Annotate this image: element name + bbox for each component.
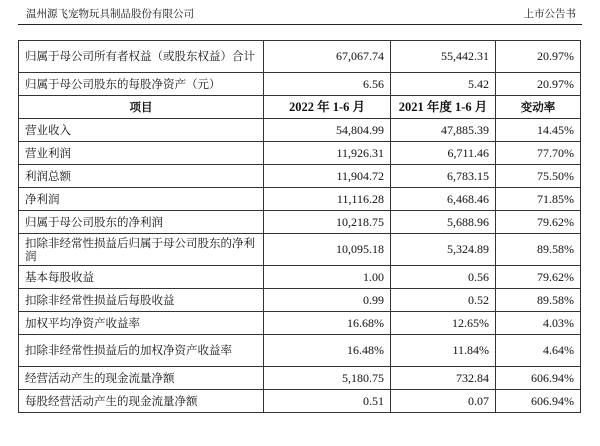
- value-2021: 12.65%: [391, 312, 496, 335]
- table-row: [19, 41, 581, 73]
- table-row: [19, 367, 581, 390]
- financial-summary-table: [18, 40, 581, 413]
- column-header-2021: 2021 年度 1-6 月: [391, 96, 496, 119]
- value-2021: 0.07: [391, 390, 496, 413]
- table-header-row: [19, 96, 581, 119]
- table-row: [19, 289, 581, 312]
- row-label: 归属于母公司股东的每股净资产（元）: [19, 73, 264, 96]
- row-label: 扣除非经常性损益后归属于母公司股东的净利润: [19, 234, 264, 266]
- value-2022: 11,904.72: [264, 165, 391, 188]
- change-rate: 14.45%: [496, 119, 581, 142]
- value-2022: 16.48%: [264, 335, 391, 367]
- change-rate: 89.58%: [496, 289, 581, 312]
- value-2022: 67,067.74: [264, 41, 391, 73]
- value-2021: 6,783.15: [391, 165, 496, 188]
- change-rate: 606.94%: [496, 367, 581, 390]
- value-2021: 5.42: [391, 73, 496, 96]
- table-row: [19, 165, 581, 188]
- row-label: 利润总额: [19, 165, 264, 188]
- column-header-change: 变动率: [496, 96, 581, 119]
- change-rate: 20.97%: [496, 41, 581, 73]
- page-header: [18, 0, 582, 25]
- value-2022: 16.68%: [264, 312, 391, 335]
- change-rate: 89.58%: [496, 234, 581, 266]
- row-label: 每股经营活动产生的现金流量净额: [19, 390, 264, 413]
- table-row: [19, 211, 581, 234]
- value-2022: 0.51: [264, 390, 391, 413]
- change-rate: 4.64%: [496, 335, 581, 367]
- value-2022: 6.56: [264, 73, 391, 96]
- document-type: 上市公告书: [523, 8, 576, 20]
- table-row: [19, 119, 581, 142]
- value-2021: 5,324.89: [391, 234, 496, 266]
- value-2022: 11,926.31: [264, 142, 391, 165]
- table-row: [19, 234, 581, 266]
- row-label: 基本每股收益: [19, 266, 264, 289]
- row-label: 营业利润: [19, 142, 264, 165]
- value-2021: 6,468.46: [391, 188, 496, 211]
- table-row: [19, 335, 581, 367]
- column-header-2022: 2022 年 1-6 月: [264, 96, 391, 119]
- change-rate: 79.62%: [496, 211, 581, 234]
- row-label: 经营活动产生的现金流量净额: [19, 367, 264, 390]
- table-row: [19, 188, 581, 211]
- change-rate: 4.03%: [496, 312, 581, 335]
- row-label: 营业收入: [19, 119, 264, 142]
- row-label: 扣除非经常性损益后每股收益: [19, 289, 264, 312]
- value-2021: 6,711.46: [391, 142, 496, 165]
- row-label: 归属于母公司股东的净利润: [19, 211, 264, 234]
- value-2022: 10,218.75: [264, 211, 391, 234]
- value-2021: 732.84: [391, 367, 496, 390]
- change-rate: 77.70%: [496, 142, 581, 165]
- column-header-item: 项目: [19, 96, 264, 119]
- value-2022: 0.99: [264, 289, 391, 312]
- value-2021: 5,688.96: [391, 211, 496, 234]
- value-2021: 0.56: [391, 266, 496, 289]
- table-row: [19, 73, 581, 96]
- row-label: 加权平均净资产收益率: [19, 312, 264, 335]
- value-2022: 1.00: [264, 266, 391, 289]
- value-2021: 11.84%: [391, 335, 496, 367]
- value-2022: 11,116.28: [264, 188, 391, 211]
- change-rate: 79.62%: [496, 266, 581, 289]
- value-2021: 55,442.31: [391, 41, 496, 73]
- table-row: [19, 390, 581, 413]
- table-row: [19, 142, 581, 165]
- row-label: 扣除非经常性损益后的加权净资产收益率: [19, 335, 264, 367]
- change-rate: 606.94%: [496, 390, 581, 413]
- change-rate: 71.85%: [496, 188, 581, 211]
- table-row: [19, 312, 581, 335]
- change-rate: 20.97%: [496, 73, 581, 96]
- value-2022: 5,180.75: [264, 367, 391, 390]
- value-2021: 0.52: [391, 289, 496, 312]
- company-name: 温州源飞宠物玩具制品股份有限公司: [26, 8, 194, 20]
- value-2022: 10,095.18: [264, 234, 391, 266]
- value-2022: 54,804.99: [264, 119, 391, 142]
- change-rate: 75.50%: [496, 165, 581, 188]
- row-label: 净利润: [19, 188, 264, 211]
- value-2021: 47,885.39: [391, 119, 496, 142]
- row-label: 归属于母公司所有者权益（或股东权益）合计: [19, 41, 264, 73]
- table-row: [19, 266, 581, 289]
